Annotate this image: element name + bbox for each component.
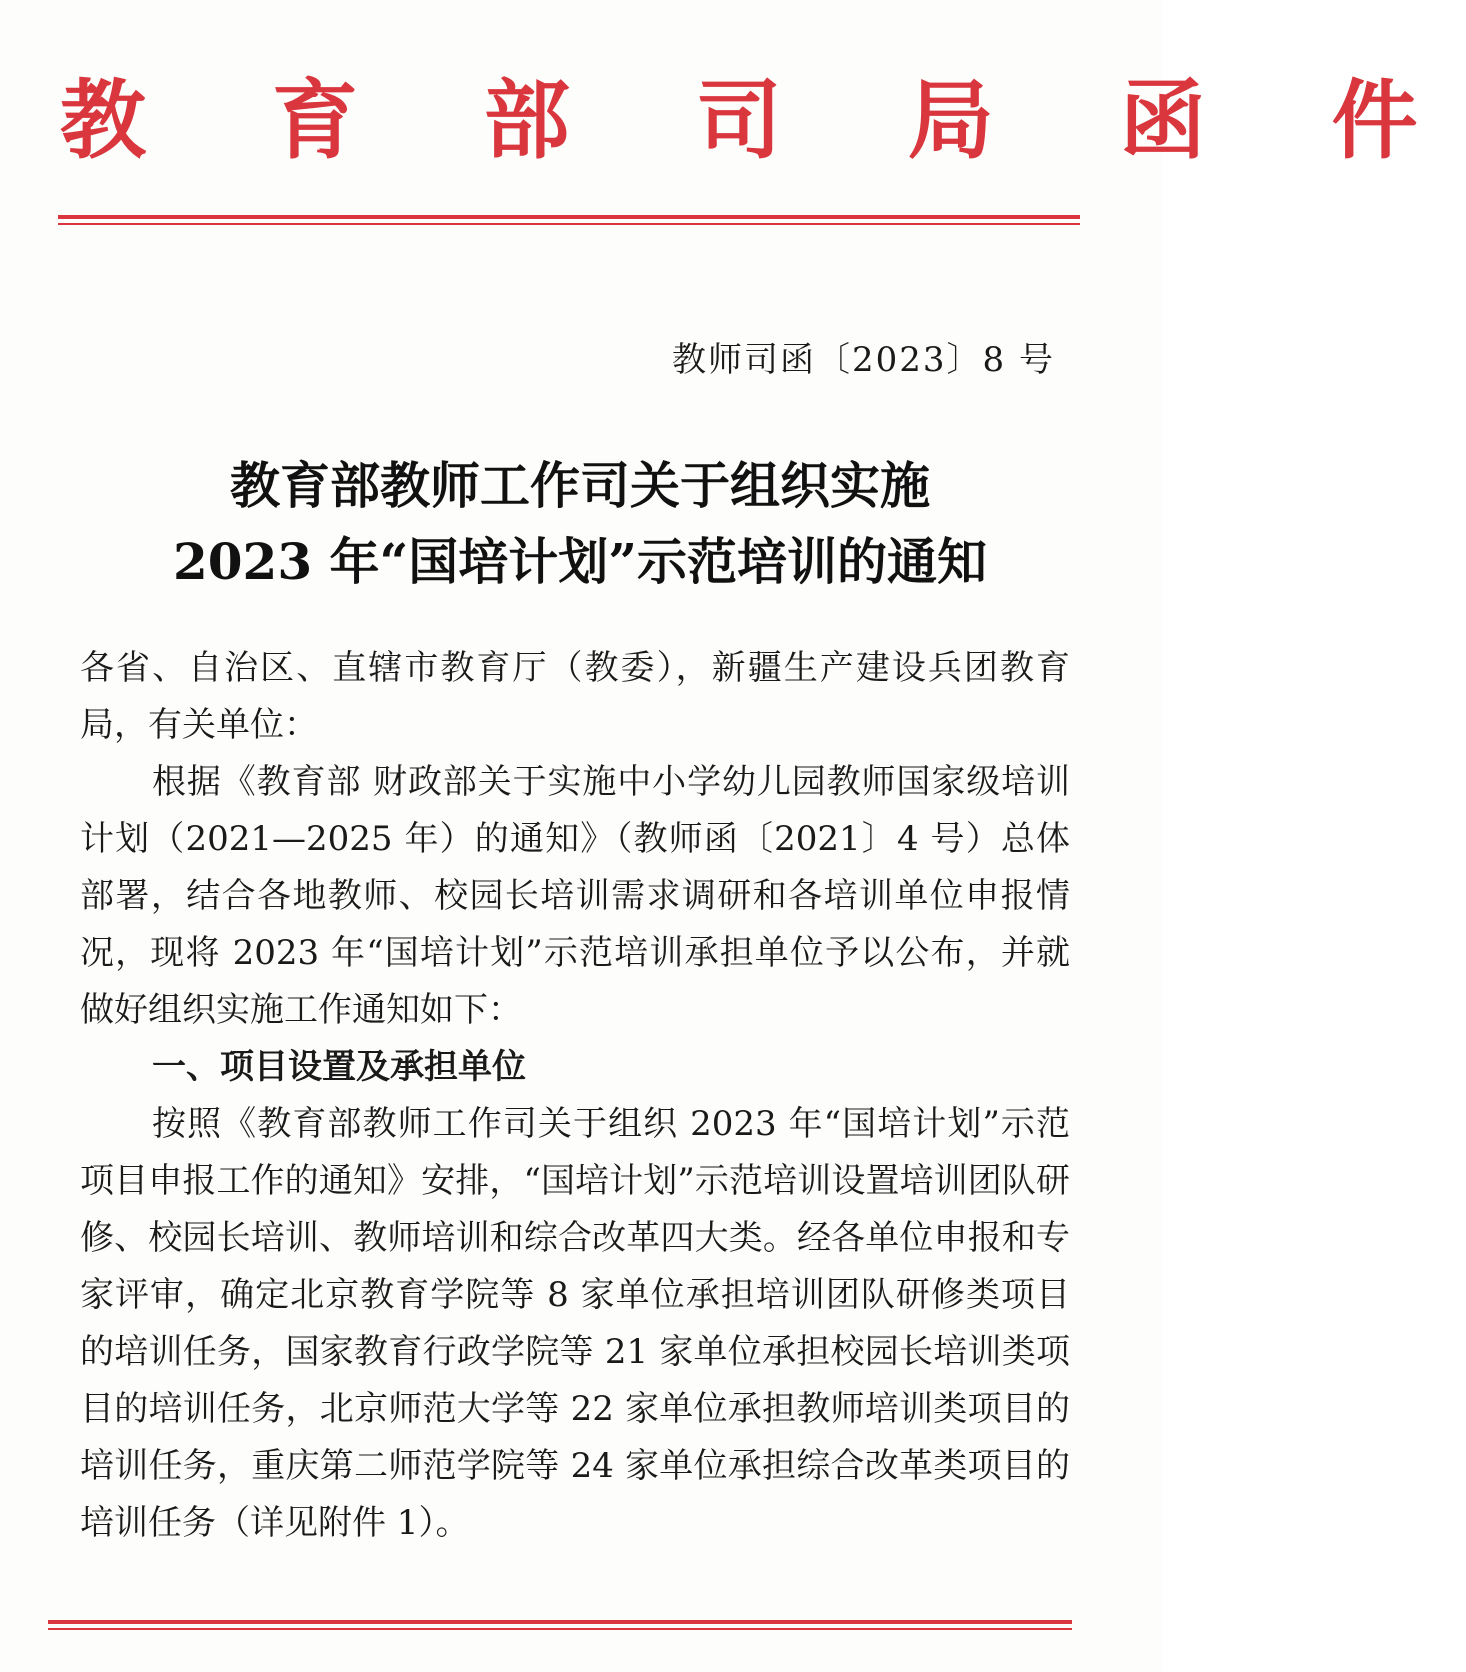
body-paragraph: 按照《教育部教师工作司关于组织 2023 年“国培计划”示范项目申报工作的通知》安排，“国培计划”示范培训设置培训团队研修、校园长培训、教师培训和综合改革四大类。经各单位申报和专家评审，确定北京教育学院等 8 家单位承担培训团队研修类项目的培训任务，国家教育行政学院等 21 家单位承担校园长培训类项目的培训任务，北京师范大学等 22 家单位承担教师培训类项目的培训任务，重庆第二师范学院等 24 家单位承担综合改革类项目的培训任务（详见附件 1）。	[80, 1104, 1070, 1543]
footer-divider	[48, 1620, 1072, 1632]
masthead-divider	[58, 215, 1080, 227]
section-heading: 一、项目设置及承担单位	[152, 1047, 526, 1087]
title-line-2: 2023 年“国培计划”示范培训的通知	[172, 532, 988, 591]
divider-thick-line	[58, 215, 1080, 219]
body-paragraph: 根据《教育部 财政部关于实施中小学幼儿园教师国家级培训计划（2021—2025 年）的通知》（教师函〔2021〕4 号）总体部署，结合各地教师、校园长培训需求调研和各培训单位申报情况，现将 2023 年“国培计划”示范培训承担单位予以公布，并就做好组织实施工作通知如下：	[80, 762, 1070, 1030]
divider-thick-line	[48, 1620, 1072, 1624]
document-body	[80, 640, 1070, 1552]
masthead-title: 教 育 部 司 局 函 件	[60, 70, 1466, 171]
divider-thin-line	[48, 1628, 1072, 1630]
document-title	[60, 448, 1100, 600]
document-number: 教师司函〔2023〕8 号	[672, 340, 1055, 380]
divider-thin-line	[58, 223, 1080, 225]
title-line-1: 教育部教师工作司关于组织实施	[230, 456, 930, 515]
salutation: 各省、自治区、直辖市教育厅（教委），新疆生产建设兵团教育局，有关单位：	[80, 648, 1070, 745]
